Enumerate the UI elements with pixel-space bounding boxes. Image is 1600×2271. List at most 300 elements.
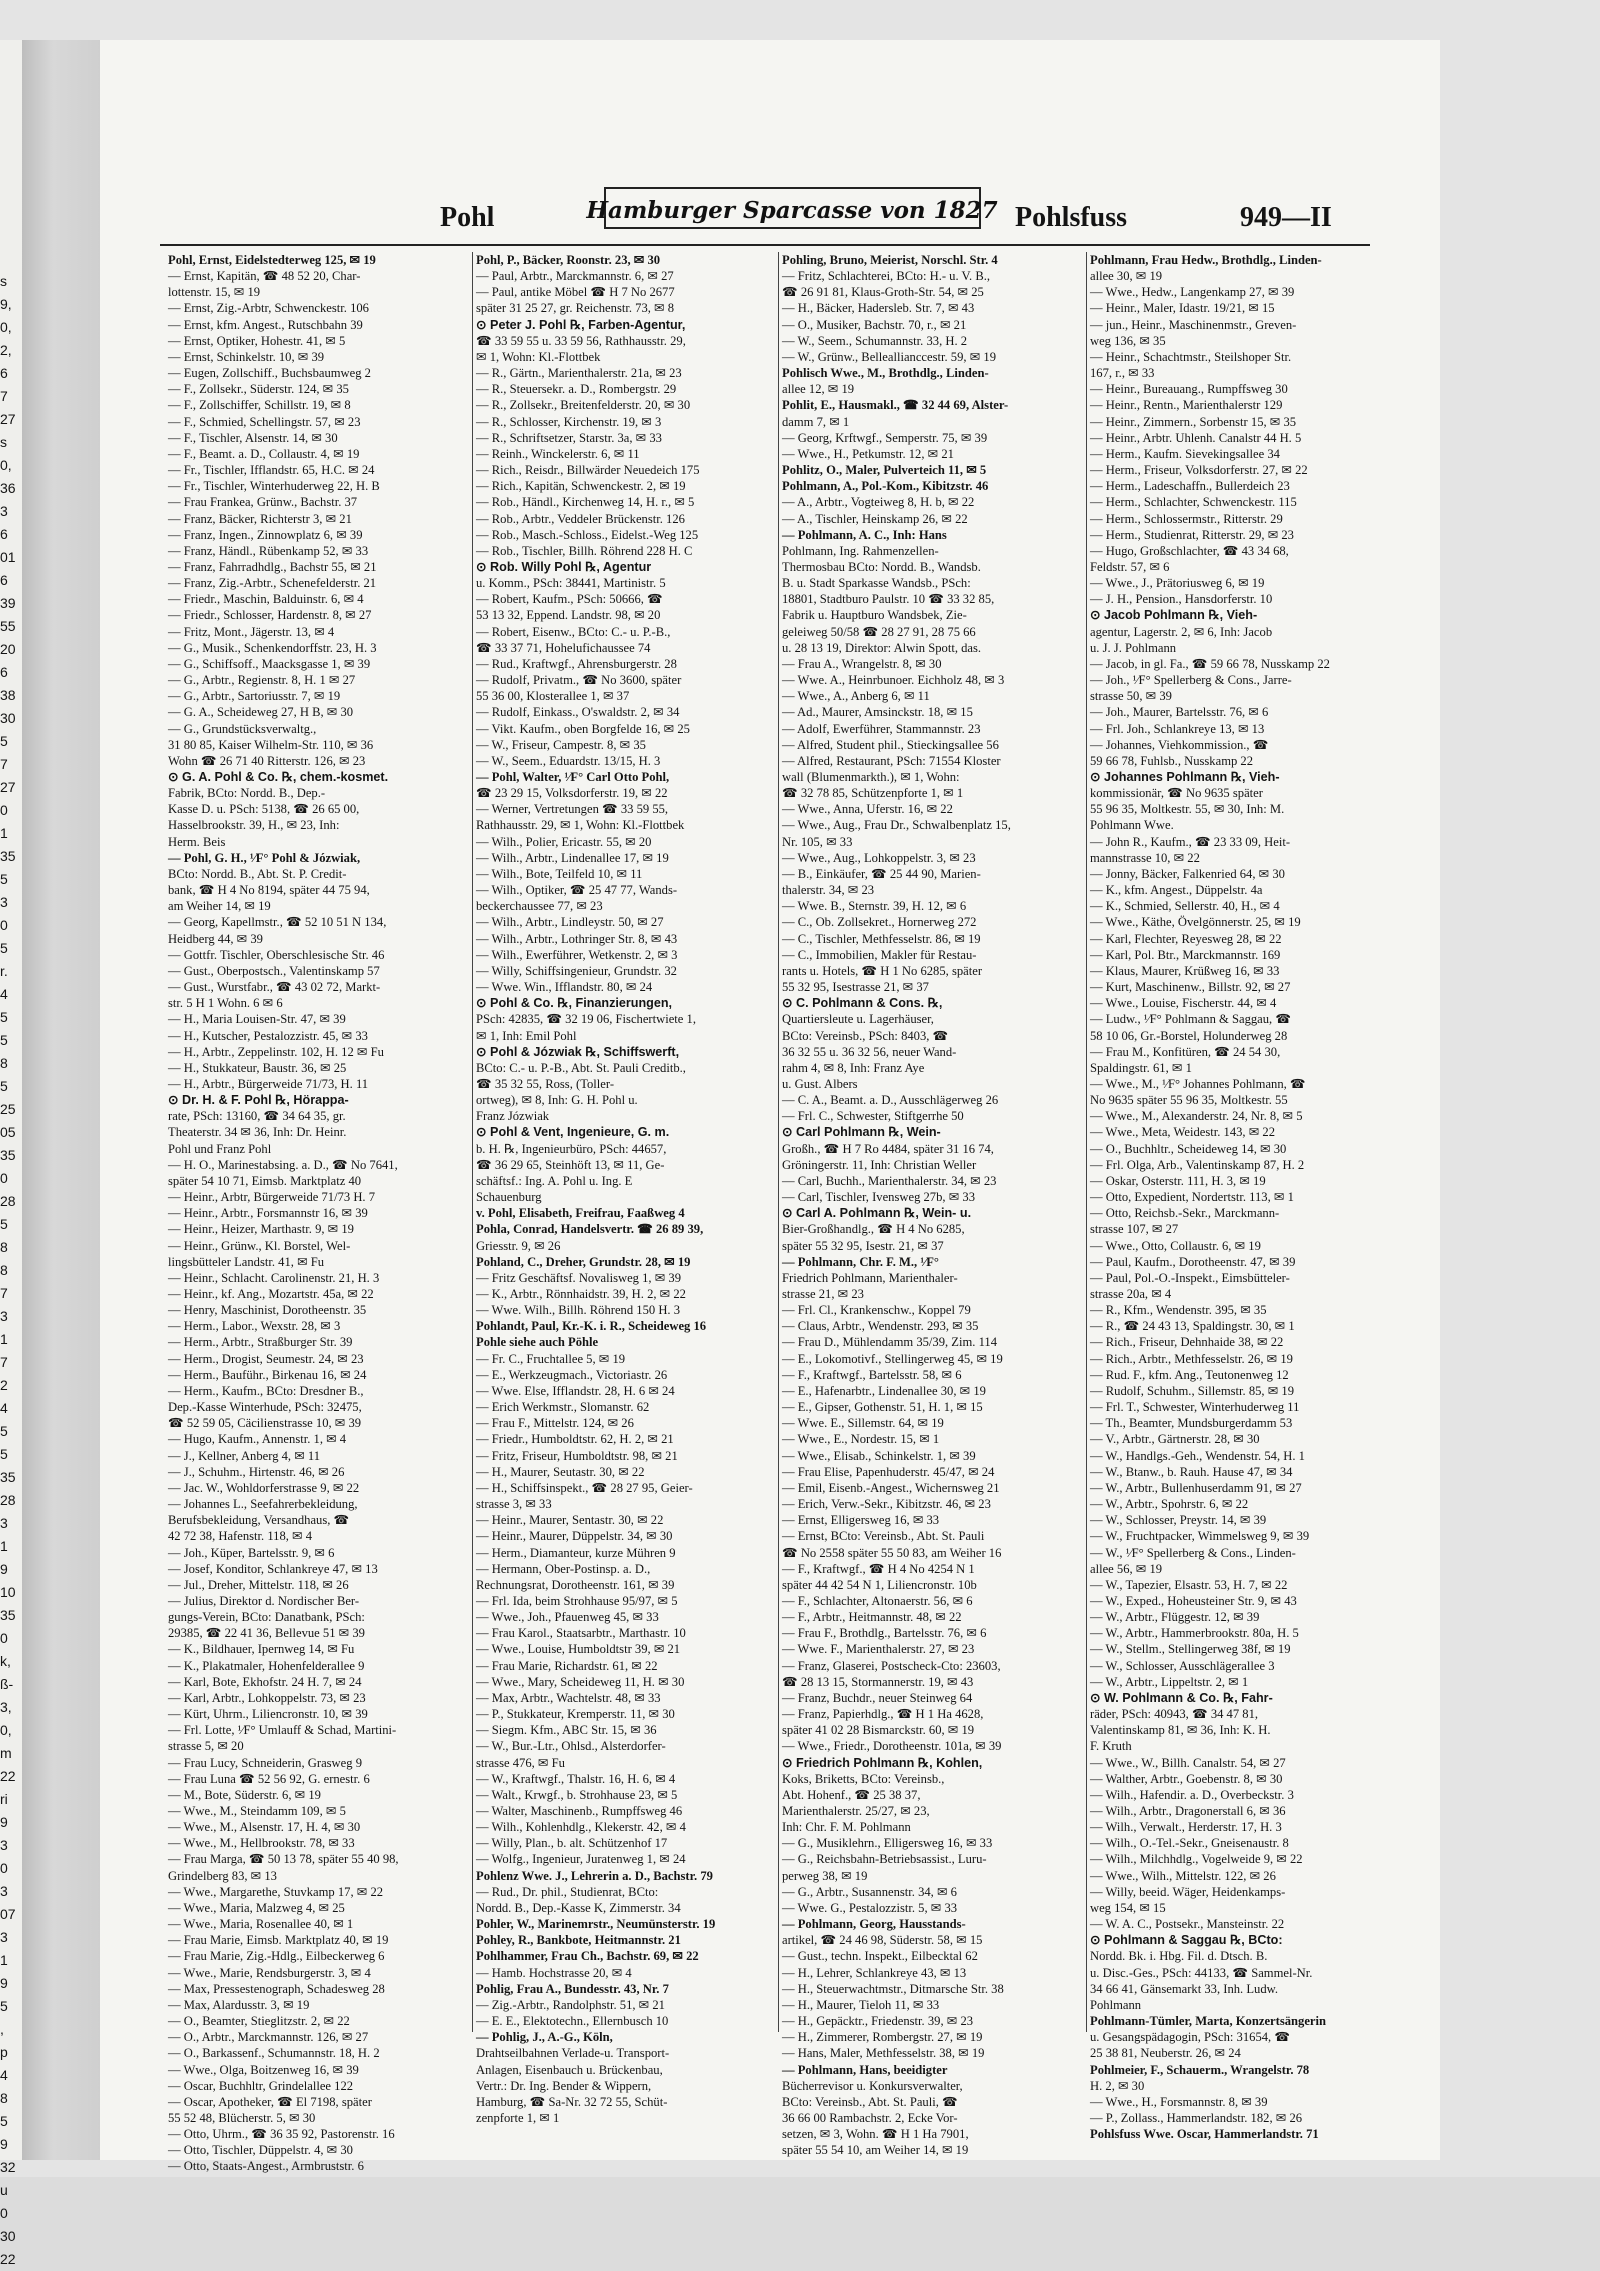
directory-entry: — Herm., Studienrat, Ritterstr. 29, ✉ 23 bbox=[1090, 527, 1294, 542]
directory-entry: geleiweg 50/58 ☎ 28 27 91, 28 75 66 bbox=[782, 624, 976, 639]
directory-entry: — B., Einkäufer, ☎ 25 44 90, Marien- bbox=[782, 866, 981, 881]
directory-entry: strasse 3, ✉ 33 bbox=[476, 1497, 552, 1512]
directory-entry: Pohlenz Wwe. J., Lehrerin a. D., Bachstr. 79 bbox=[476, 1868, 713, 1883]
margin-fragment: 3 bbox=[0, 1308, 8, 1324]
directory-entry: — H. O., Marinestabsing. a. D., ☎ No 7641, bbox=[168, 1157, 398, 1172]
directory-entry: — Franz, Glaserei, Postscheck-Cto: 23603, bbox=[782, 1658, 1001, 1673]
directory-entry: ☎ 52 59 05, Cäcilienstrasse 10, ✉ 39 bbox=[168, 1416, 362, 1431]
directory-entry: — Alfred, Restaurant, PSch: 71554 Kloster bbox=[782, 753, 1001, 768]
directory-entry: — O., Musiker, Bachstr. 70, r., ✉ 21 bbox=[782, 317, 967, 332]
directory-entry: — Ernst, Schinkelstr. 10, ✉ 39 bbox=[168, 349, 325, 364]
directory-entry: BCto: Vereinsb., PSch: 8403, ☎ bbox=[782, 1028, 949, 1043]
directory-entry: — W., Tapezier, Elsastr. 53, H. 7, ✉ 22 bbox=[1090, 1577, 1288, 1592]
directory-entry: — W., Grünw., Belleallianccestr. 59, ✉ 19 bbox=[782, 349, 996, 364]
directory-entry: allee 12, ✉ 19 bbox=[782, 382, 855, 397]
directory-entry: u. Komm., PSch: 38441, Martinistr. 5 bbox=[476, 576, 666, 591]
directory-entry: — K., kfm. Angest., Düppelstr. 4a bbox=[1090, 883, 1263, 898]
directory-entry: — K., Bildhauer, Ipernweg 14, ✉ Fu bbox=[168, 1642, 355, 1657]
directory-entry: — Pohlig, J., A.-G., Köln, bbox=[476, 2030, 613, 2045]
directory-entry: — Wolfg., Ingenieur, Juratenweg 1, ✉ 24 bbox=[476, 1852, 686, 1867]
directory-entry: — Herm., Bauführ., Birkenau 16, ✉ 24 bbox=[168, 1367, 367, 1382]
directory-entry: — Wwe., Olga, Boitzenweg 16, ✉ 39 bbox=[168, 2062, 359, 2077]
directory-entry: — W., Handlgs.-Geh., Wendenstr. 54, H. 1 bbox=[1090, 1448, 1305, 1463]
directory-entry: — Franz, Händl., Rübenkamp 52, ✉ 33 bbox=[168, 543, 369, 558]
directory-entry: — H., Arbtr., Bürgerweide 71/73, H. 11 bbox=[168, 1076, 369, 1091]
directory-entry: damm 7, ✉ 1 bbox=[782, 414, 850, 429]
directory-entry: kommissionär, ☎ No 9635 später bbox=[1090, 786, 1263, 801]
margin-fragment: 25 bbox=[0, 1101, 16, 1117]
directory-entry: Bücherrevisor u. Konkursverwalter, bbox=[782, 2078, 963, 2093]
directory-column-1 bbox=[168, 252, 468, 2174]
directory-entry: Pohling, Bruno, Meierist, Norschl. Str. 4 bbox=[782, 253, 998, 267]
directory-entry: — Wwe., J., Prätoriusweg 6, ✉ 19 bbox=[1090, 576, 1265, 591]
directory-entry: — R., Zollsekr., Breitenfelderstr. 20, ✉ 30 bbox=[476, 398, 691, 413]
directory-entry: — Wwe., Aug., Lohkoppelstr. 3, ✉ 23 bbox=[782, 850, 976, 865]
directory-entry: Grindelberg 83, ✉ 13 bbox=[168, 1868, 277, 1883]
directory-entry: — Wwe., Louise, Humboldtstr 39, ✉ 21 bbox=[476, 1642, 681, 1657]
directory-entry: — Th., Beamter, Mundsburgerdamm 53 bbox=[1090, 1416, 1293, 1431]
directory-entry: 55 36 00, Klosterallee 1, ✉ 37 bbox=[476, 689, 630, 704]
directory-entry: — W., Seem., Schumannstr. 33, H. 2 bbox=[782, 333, 968, 348]
directory-entry: — Heinr., Grünw., Kl. Borstel, Wel- bbox=[168, 1238, 351, 1253]
directory-entry: str. 5 H 1 Wohn. 6 ✉ 6 bbox=[168, 996, 283, 1011]
directory-entry: — Gust., techn. Inspekt., Eilbecktal 62 bbox=[782, 1949, 978, 1964]
directory-entry: Friedrich Pohlmann, Marienthaler- bbox=[782, 1270, 958, 1285]
directory-entry: Wohn ☎ 26 71 40 Ritterstr. 126, ✉ 23 bbox=[168, 753, 366, 768]
directory-entry: — Heinr., Arbtr, Bürgerweide 71/73 H. 7 bbox=[168, 1190, 376, 1205]
directory-entry: Pohlit, E., Hausmakl., ☎ 32 44 69, Alster- bbox=[782, 398, 1009, 413]
directory-entry: — Werner, Vertretungen ☎ 33 59 55, bbox=[476, 802, 669, 817]
directory-entry: — Frau M., Konfitüren, ☎ 24 54 30, bbox=[1090, 1044, 1281, 1059]
margin-fragment: 07 bbox=[0, 1906, 16, 1922]
directory-entry: — Heinr., Rentn., Marienthalerstr 129 bbox=[1090, 398, 1283, 413]
directory-entry: — Otto, Expedient, Nordertstr. 113, ✉ 1 bbox=[1090, 1190, 1294, 1205]
directory-entry: Pohley, R., Bankbote, Heitmannstr. 21 bbox=[476, 1933, 681, 1948]
directory-entry: Pohlmann bbox=[1090, 1997, 1142, 2012]
directory-entry: — R., Kfm., Wendenstr. 395, ✉ 35 bbox=[1090, 1303, 1267, 1318]
directory-entry: — Herm., Kaufm., BCto: Dresdner B., bbox=[168, 1383, 364, 1398]
directory-entry: allee 30, ✉ 19 bbox=[1090, 269, 1163, 284]
directory-entry: ⊙ C. Pohlmann & Cons. ℞, bbox=[782, 996, 943, 1011]
margin-fragment: 0 bbox=[0, 802, 8, 818]
margin-fragment: 5 bbox=[0, 1216, 8, 1232]
directory-entry: — Ludw., ¹⁄F° Pohlmann & Saggau, ☎ bbox=[1090, 1012, 1292, 1027]
margin-fragment: k, bbox=[0, 1653, 11, 1669]
directory-entry: ✉ 1, Wohn: Kl.-Flottbek bbox=[476, 349, 601, 364]
directory-entry: ⊙ Jacob Pohlmann ℞, Vieh- bbox=[1090, 608, 1258, 623]
directory-entry: Pohlandt, Paul, Kr.-K. i. R., Scheideweg 16 bbox=[476, 1319, 707, 1334]
directory-entry: — Wwe., H., Forsmannstr. 8, ✉ 39 bbox=[1090, 2094, 1268, 2109]
margin-fragment: 5 bbox=[0, 940, 8, 956]
margin-fragment: u bbox=[0, 2182, 8, 2198]
directory-entry: Pohl, Ernst, Eidelstedterweg 125, ✉ 19 bbox=[168, 253, 376, 267]
directory-entry: — E., Gipser, Gothenstr. 51, H. 1, ✉ 15 bbox=[782, 1400, 983, 1415]
directory-entry: — Franz, Ingen., Zinnowplatz 6, ✉ 39 bbox=[168, 527, 363, 542]
margin-fragment: 05 bbox=[0, 1124, 16, 1140]
directory-entry: Pohlmann-Tümler, Marta, Konzertsängerin bbox=[1090, 2014, 1326, 2029]
margin-fragment: 9 bbox=[0, 1814, 8, 1830]
directory-entry: — W., Exped., Hoheusteiner Str. 9, ✉ 43 bbox=[1090, 1593, 1297, 1608]
directory-entry: — Hugo, Großschlachter, ☎ 43 34 68, bbox=[1090, 543, 1289, 558]
directory-entry: später 41 02 28 Bismarckstr. 60, ✉ 19 bbox=[782, 1723, 975, 1738]
margin-fragment: 5 bbox=[0, 871, 8, 887]
directory-entry: strasse 476, ✉ Fu bbox=[476, 1755, 565, 1770]
directory-entry: Pohlsfuss Wwe. Oscar, Hammerlandstr. 71 bbox=[1090, 2127, 1319, 2142]
directory-entry: — F., Schlachter, Altonaerstr. 56, ✉ 6 bbox=[782, 1593, 973, 1608]
directory-entry: — P., Stukkateur, Kremperstr. 11, ✉ 30 bbox=[476, 1707, 675, 1722]
directory-entry: 42 72 38, Hafenstr. 118, ✉ 4 bbox=[168, 1529, 313, 1544]
directory-entry: Griesstr. 9, ✉ 26 bbox=[476, 1238, 561, 1253]
directory-entry: b. H. ℞, Ingenieurbüro, PSch: 44657, bbox=[476, 1141, 667, 1156]
margin-fragment: 0 bbox=[0, 2205, 8, 2221]
directory-entry: strasse 107, ✉ 27 bbox=[1090, 1222, 1179, 1237]
directory-entry: — Wilh., Arbtr., Lindenallee 17, ✉ 19 bbox=[476, 850, 669, 865]
directory-entry: — H., Bäcker, Hadersleb. Str. 7, ✉ 43 bbox=[782, 301, 975, 316]
directory-entry: — Wilh., O.-Tel.-Sekr., Gneisenaustr. 8 bbox=[1090, 1836, 1289, 1851]
directory-entry: — Herm., Arbtr., Straßburger Str. 39 bbox=[168, 1335, 353, 1350]
directory-entry: — Wwe., Otto, Collaustr. 6, ✉ 19 bbox=[1090, 1238, 1261, 1253]
directory-entry: — R., Gärtn., Marienthalerstr. 21a, ✉ 23 bbox=[476, 366, 682, 381]
directory-entry: — Wwe., Meta, Weidestr. 143, ✉ 22 bbox=[1090, 1125, 1276, 1140]
directory-entry: ☎ 33 37 71, Hohelufichaussee 74 bbox=[476, 640, 651, 655]
directory-entry: 34 66 41, Gänsemarkt 33, Inh. Ludw. bbox=[1090, 1981, 1279, 1996]
directory-entry: — P., Zollass., Hammerlandstr. 182, ✉ 26 bbox=[1090, 2110, 1303, 2125]
directory-entry: — Rob., Tischler, Billh. Röhrend 228 H. C bbox=[476, 543, 693, 558]
directory-entry: Quartiersleute u. Lagerhäuser, bbox=[782, 1012, 934, 1027]
margin-fragment: ß- bbox=[0, 1676, 14, 1692]
directory-entry: 29385, ☎ 22 41 36, Bellevue 51 ✉ 39 bbox=[168, 1626, 365, 1641]
directory-entry: — Wwe. A., Heinrbunoer. Eichholz 48, ✉ 3 bbox=[782, 673, 1005, 688]
directory-entry: — Kürt, Uhrm., Liliencronstr. 10, ✉ 39 bbox=[168, 1707, 368, 1722]
directory-entry: — F., Beamt. a. D., Collaustr. 4, ✉ 19 bbox=[168, 446, 360, 461]
directory-entry: — Wwe., Aug., Frau Dr., Schwalbenplatz 15, bbox=[782, 818, 1011, 833]
directory-entry: Pohle siehe auch Pöhle bbox=[476, 1335, 599, 1350]
directory-entry: — Wilh., Polier, Ericastr. 55, ✉ 20 bbox=[476, 834, 652, 849]
margin-fragment: 3 bbox=[0, 1883, 8, 1899]
margin-fragment: 3 bbox=[0, 1837, 8, 1853]
directory-entry: — Joh., Küper, Bartelsstr. 9, ✉ 6 bbox=[168, 1545, 335, 1560]
directory-entry: — Heinr., Schachtmstr., Steilshoper Str. bbox=[1090, 349, 1292, 364]
directory-entry: — R., Steuersekr. a. D., Rombergstr. 29 bbox=[476, 382, 677, 397]
directory-entry: — Rich., Friseur, Dehnhaide 38, ✉ 22 bbox=[1090, 1335, 1284, 1350]
directory-entry: — Wwe., Wilh., Mittelstr. 122, ✉ 26 bbox=[1090, 1868, 1276, 1883]
directory-entry: — Heinr., Arbtr., Forsmannstr 16, ✉ 39 bbox=[168, 1206, 368, 1221]
directory-entry: — O., Beamter, Stieglitzstr. 2, ✉ 22 bbox=[168, 2014, 350, 2029]
directory-entry: — Wwe., Elisab., Schinkelstr. 1, ✉ 39 bbox=[782, 1448, 976, 1463]
directory-entry: — Heinr., Bureauang., Rumpffsweg 30 bbox=[1090, 382, 1288, 397]
directory-entry: B. u. Stadt Sparkasse Wandsb., PSch: bbox=[782, 576, 971, 591]
directory-entry: — W., Bur.-Ltr., Ohlsd., Alsterdorfer- bbox=[476, 1739, 666, 1754]
directory-entry: — W., Stellm., Stellingerweg 38f, ✉ 19 bbox=[1090, 1642, 1291, 1657]
directory-entry: — Frl. Lotte, ¹⁄F° Umlauff & Schad, Martini- bbox=[168, 1723, 397, 1738]
directory-entry: — Ad., Maurer, Amsinckstr. 18, ✉ 15 bbox=[782, 705, 973, 720]
margin-fragment: 3, bbox=[0, 1699, 12, 1715]
directory-entry: zenpforte 1, ✉ 1 bbox=[476, 2110, 560, 2125]
directory-entry: 59 66 78, Fuhlsb., Nusskamp 22 bbox=[1090, 753, 1254, 768]
directory-entry: BCto: C.- u. P.-B., Abt. St. Pauli Creditb., bbox=[476, 1060, 686, 1075]
directory-entry: — Siegm. Kfm., ABC Str. 15, ✉ 36 bbox=[476, 1723, 657, 1738]
directory-entry: — jun., Heinr., Maschinenmstr., Greven- bbox=[1090, 317, 1297, 332]
directory-entry: — Gust., Wurstfabr., ☎ 43 02 72, Markt- bbox=[168, 980, 381, 995]
directory-entry: ⊙ Peter J. Pohl ℞, Farben-Agentur, bbox=[476, 317, 686, 332]
directory-entry: — Ernst, Optiker, Hohestr. 41, ✉ 5 bbox=[168, 333, 346, 348]
margin-fragment: 10 bbox=[0, 1584, 16, 1600]
directory-entry: lottenstr. 15, ✉ 19 bbox=[168, 285, 261, 300]
directory-entry: — C. A., Beamt. a. D., Ausschlägerweg 26 bbox=[782, 1093, 999, 1108]
directory-entry: — Josef, Konditor, Schlankreye 47, ✉ 13 bbox=[168, 1561, 378, 1576]
directory-entry: Pohlig, Frau A., Bundesstr. 43, Nr. 7 bbox=[476, 1981, 669, 1996]
directory-entry: bank, ☎ H 4 No 8194, später 44 75 94, bbox=[168, 883, 370, 898]
directory-entry: allee 56, ✉ 19 bbox=[1090, 1561, 1163, 1576]
directory-entry: — Klaus, Maurer, Krüßweg 16, ✉ 33 bbox=[1090, 963, 1280, 978]
directory-entry: H. 2, ✉ 30 bbox=[1090, 2078, 1145, 2093]
directory-entry: — Adolf, Ewerführer, Stammannstr. 23 bbox=[782, 721, 981, 736]
margin-fragment: 3 bbox=[0, 503, 8, 519]
directory-entry: — K., Plakatmaler, Hohenfelderallee 9 bbox=[168, 1658, 365, 1673]
directory-entry: — J., Kellner, Anberg 4, ✉ 11 bbox=[168, 1448, 321, 1463]
margin-fragment: 3 bbox=[0, 1929, 8, 1945]
directory-entry: — Herm., Friseur, Volksdorferstr. 27, ✉ 22 bbox=[1090, 463, 1308, 478]
directory-entry: — Pohlmann, A. C., Inh: Hans bbox=[782, 527, 947, 542]
margin-fragment: 6 bbox=[0, 365, 8, 381]
directory-entry: — Johannes L., Seefahrerbekleidung, bbox=[168, 1497, 358, 1512]
directory-entry: — Frl. C., Schwester, Stiftgerrhe 50 bbox=[782, 1109, 964, 1124]
directory-entry: — H., Maria Louisen-Str. 47, ✉ 39 bbox=[168, 1012, 346, 1027]
directory-entry: Koks, Briketts, BCto: Vereinsb., bbox=[782, 1771, 945, 1786]
margin-fragment: 9 bbox=[0, 1975, 8, 1991]
directory-entry: wall (Blumenmarkth.), ✉ 1, Wohn: bbox=[782, 770, 960, 784]
directory-entry: Thermosbau BCto: Nordd. B., Wandsb. bbox=[782, 559, 981, 574]
margin-fragment: 9, bbox=[0, 296, 12, 312]
directory-entry: Fabrik u. Hauptburo Wandsbek, Zie- bbox=[782, 608, 967, 623]
directory-entry: ⊙ Johannes Pohlmann ℞, Vieh- bbox=[1090, 770, 1280, 784]
previous-page-margin-text bbox=[0, 270, 22, 2271]
directory-entry: — Hamb. Hochstrasse 20, ✉ 4 bbox=[476, 1965, 632, 1980]
directory-entry: — W., Schlosser, Preystr. 14, ✉ 39 bbox=[1090, 1513, 1267, 1528]
directory-entry: ☎ 36 29 65, Steinhöft 13, ✉ 11, Ge- bbox=[476, 1157, 665, 1172]
directory-entry: ☎ 28 13 15, Stormannerstr. 19, ✉ 43 bbox=[782, 1674, 974, 1689]
directory-entry: rahm 4, ✉ 8, Inh: Franz Aye bbox=[782, 1060, 925, 1075]
directory-entry: — Joh., ¹⁄F° Spellerberg & Cons., Jarre- bbox=[1090, 673, 1292, 688]
directory-entry: Hasselbrookstr. 39, H., ✉ 23, Inh: bbox=[168, 818, 340, 833]
directory-entry: Pohlisch Wwe., M., Brothdlg., Linden- bbox=[782, 366, 989, 381]
margin-fragment: 7 bbox=[0, 1285, 8, 1301]
margin-fragment: 32 bbox=[0, 2159, 16, 2175]
header-last-entry-word: Pohlsfuss bbox=[1015, 202, 1128, 233]
directory-entry: — O., Barkassenf., Schumannstr. 18, H. 2 bbox=[168, 2046, 380, 2061]
directory-entry: Spaldingstr. 61, ✉ 1 bbox=[1090, 1060, 1192, 1075]
directory-entry: — H., Zimmerer, Rombergstr. 27, ✉ 19 bbox=[782, 2030, 983, 2045]
directory-entry: — Fr., Tischler, Ifflandstr. 65, H.C. ✉ 24 bbox=[168, 463, 375, 478]
directory-entry: — Herm., Drogist, Seumestr. 24, ✉ 23 bbox=[168, 1351, 364, 1366]
directory-entry: mannstrasse 10, ✉ 22 bbox=[1090, 850, 1200, 865]
directory-entry: — Rudolf, Privatm., ☎ No 3600, später bbox=[476, 673, 682, 688]
margin-fragment: 28 bbox=[0, 1193, 16, 1209]
directory-entry: später 55 54 10, am Weiher 14, ✉ 19 bbox=[782, 2143, 969, 2158]
directory-entry: — Franz, Bäcker, Richterstr 3, ✉ 21 bbox=[168, 511, 352, 526]
directory-entry: Vertr.: Dr. Ing. Bender & Wippern, bbox=[476, 2078, 652, 2093]
directory-entry: — Jac. W., Wohldorferstrasse 9, ✉ 22 bbox=[168, 1480, 360, 1495]
directory-entry: — Wilh., Hafendir. a. D., Overbeckstr. 3 bbox=[1090, 1787, 1294, 1802]
directory-entry: — Karl, Flechter, Reyesweg 28, ✉ 22 bbox=[1090, 931, 1282, 946]
directory-entry: — J. H., Pension., Hansdorferstr. 10 bbox=[1090, 592, 1273, 607]
directory-entry: — Karl, Arbtr., Lohkoppelstr. 73, ✉ 23 bbox=[168, 1690, 366, 1705]
directory-entry: — E., Lokomotivf., Stellingerweg 45, ✉ 19 bbox=[782, 1351, 1003, 1366]
directory-entry: — Frau Karol., Staatsarbtr., Marthastr. 10 bbox=[476, 1626, 686, 1641]
directory-entry: ⊙ Pohl & Co. ℞, Finanzierungen, bbox=[476, 996, 673, 1011]
directory-entry: — Rud. F., kfm. Ang., Teutonenweg 12 bbox=[1090, 1367, 1289, 1382]
directory-entry: — Paul, antike Möbel ☎ H 7 No 2677 bbox=[476, 285, 675, 300]
margin-fragment: 1 bbox=[0, 1952, 8, 1968]
directory-entry: — W., Btanw., b. Rauh. Hause 47, ✉ 34 bbox=[1090, 1464, 1293, 1479]
directory-entry: — Wwe., E., Nordestr. 15, ✉ 1 bbox=[782, 1432, 940, 1447]
directory-entry: Inh: Chr. F. M. Pohlmann bbox=[782, 1820, 911, 1835]
directory-entry: — V., Arbtr., Gärtnerstr. 28, ✉ 30 bbox=[1090, 1432, 1260, 1447]
directory-entry: — Rich., Arbtr., Methfesselstr. 26, ✉ 19 bbox=[1090, 1351, 1293, 1366]
margin-fragment: 01 bbox=[0, 549, 16, 565]
margin-fragment: m bbox=[0, 1745, 12, 1761]
directory-entry: — Zig.-Arbtr., Randolphstr. 51, ✉ 21 bbox=[476, 1997, 665, 2012]
directory-entry: — W. A. C., Postsekr., Mansteinstr. 22 bbox=[1090, 1917, 1285, 1932]
directory-entry: — Frl. T., Schwester, Winterhuderweg 11 bbox=[1090, 1400, 1300, 1415]
directory-entry: — Fritz Geschäftsf. Novalisweg 1, ✉ 39 bbox=[476, 1270, 682, 1285]
directory-entry: — Pohlmann, Hans, beeidigter bbox=[782, 2062, 948, 2077]
directory-entry: — G., Arbtr., Regienstr. 8, H. 1 ✉ 27 bbox=[168, 673, 356, 688]
directory-entry: — Georg, Kapellmstr., ☎ 52 10 51 N 134, bbox=[168, 915, 387, 930]
directory-entry: — H., Stukkateur, Baustr. 36, ✉ 25 bbox=[168, 1060, 347, 1075]
directory-entry: — Erich Werkmstr., Slomanstr. 62 bbox=[476, 1400, 650, 1415]
directory-entry: Fabrik, BCto: Nordd. B., Dep.- bbox=[168, 786, 326, 801]
directory-entry: — F., Arbtr., Heitmannstr. 48, ✉ 22 bbox=[782, 1610, 962, 1625]
directory-entry: — Herm., Kaufm. Sievekingsallee 34 bbox=[1090, 446, 1280, 461]
directory-entry: Schauenburg bbox=[476, 1190, 542, 1205]
directory-entry: — G., Musiklehrn., Elligersweg 16, ✉ 33 bbox=[782, 1836, 993, 1851]
margin-fragment: 8 bbox=[0, 1262, 8, 1278]
book-gutter bbox=[22, 40, 100, 2160]
directory-entry: 167, r., ✉ 33 bbox=[1090, 366, 1155, 381]
directory-entry: später 54 10 71, Eimsb. Marktplatz 40 bbox=[168, 1173, 362, 1188]
directory-entry: — Wwe., Margarethe, Stuvkamp 17, ✉ 22 bbox=[168, 1884, 384, 1899]
directory-entry: — Alfred, Student phil., Stieckingsallee 56 bbox=[782, 737, 999, 752]
margin-fragment: 35 bbox=[0, 848, 16, 864]
directory-entry: — Henry, Maschinist, Dorotheenstr. 35 bbox=[168, 1303, 367, 1318]
directory-entry: ⊙ Carl A. Pohlmann ℞, Wein- u. bbox=[782, 1206, 972, 1221]
directory-entry: — G., Reichsbahn-Betriebsassist., Luru- bbox=[782, 1852, 987, 1867]
directory-entry: — O., Arbtr., Marckmannstr. 126, ✉ 27 bbox=[168, 2030, 369, 2045]
directory-entry: Feldstr. 57, ✉ 6 bbox=[1090, 559, 1170, 574]
directory-entry: Drahtseilbahnen Verlade-u. Transport- bbox=[476, 2046, 670, 2061]
directory-entry: — Herm., Schlossermstr., Ritterstr. 29 bbox=[1090, 511, 1283, 526]
directory-entry: — Wilh., Ewerführer, Wetkenstr. 2, ✉ 3 bbox=[476, 947, 678, 962]
directory-entry: — Frau Marie, Zig.-Hdlg., Eilbeckerweg 6 bbox=[168, 1949, 385, 1964]
directory-entry: Abt. Hohenf., ☎ 25 38 37, bbox=[782, 1787, 921, 1802]
margin-fragment: 9 bbox=[0, 1561, 8, 1577]
directory-entry: ✉ 1, Inh: Emil Pohl bbox=[476, 1028, 577, 1043]
directory-entry: — Frau F., Brothdlg., Bartelsstr. 76, ✉ 6 bbox=[782, 1626, 987, 1641]
directory-entry: — Wilh., Bote, Teilfeld 10, ✉ 11 bbox=[476, 866, 643, 881]
directory-entry: — Rudolf, Einkass., O'swaldstr. 2, ✉ 34 bbox=[476, 705, 680, 720]
directory-entry: — Heinr., Zimmern., Sorbenstr 15, ✉ 35 bbox=[1090, 414, 1297, 429]
directory-entry: — Ernst, Elligersweg 16, ✉ 33 bbox=[782, 1513, 940, 1528]
directory-entry: F. Kruth bbox=[1090, 1739, 1132, 1754]
margin-fragment: 4 bbox=[0, 2067, 8, 2083]
directory-entry: ⊙ Rob. Willy Pohl ℞, Agentur bbox=[476, 559, 652, 574]
directory-entry: Hamburg, ☎ Sa-Nr. 32 72 55, Schüt- bbox=[476, 2094, 668, 2109]
margin-fragment: 5 bbox=[0, 733, 8, 749]
directory-entry: — R., Schlosser, Kirchenstr. 19, ✉ 3 bbox=[476, 414, 662, 429]
directory-entry: rate, PSch: 13160, ☎ 34 64 35, gr. bbox=[168, 1109, 346, 1124]
directory-entry: — Hans, Maler, Methfesselstr. 38, ✉ 19 bbox=[782, 2046, 985, 2061]
directory-entry: Rathhausstr. 29, ✉ 1, Wohn: Kl.-Flottbek bbox=[476, 818, 685, 833]
directory-entry: — Hugo, Kaufm., Annenstr. 1, ✉ 4 bbox=[168, 1432, 347, 1447]
directory-entry: — Willy, Plan., b. alt. Schützenhof 17 bbox=[476, 1836, 668, 1851]
directory-entry: — Rud., Kraftwgf., Ahrensburgerstr. 28 bbox=[476, 656, 677, 671]
directory-entry: — H., Schiffsinspekt., ☎ 28 27 95, Geier- bbox=[476, 1480, 693, 1495]
margin-fragment: 5 bbox=[0, 2113, 8, 2129]
directory-entry: — Wwe., Maria, Malzweg 4, ✉ 25 bbox=[168, 1900, 345, 1915]
directory-entry: — Ernst, Zig.-Arbtr, Schwenckestr. 106 bbox=[168, 301, 369, 316]
directory-entry: Heidberg 44, ✉ 39 bbox=[168, 931, 263, 946]
margin-fragment: 39 bbox=[0, 595, 16, 611]
directory-entry: — Walter, Maschinenb., Rumpffsweg 46 bbox=[476, 1804, 683, 1818]
margin-fragment: , bbox=[0, 2021, 4, 2037]
directory-entry: — Georg, Krftwgf., Semperstr. 75, ✉ 39 bbox=[782, 430, 988, 445]
directory-entry: — Frau D., Mühlendamm 35/39, Zim. 114 bbox=[782, 1335, 998, 1350]
directory-entry: — G., Grundstücksverwaltg., bbox=[168, 721, 317, 736]
directory-entry: — Otto, Tischler, Düppelstr. 4, ✉ 30 bbox=[168, 2143, 353, 2158]
directory-entry: Pohlmeier, F., Schauerm., Wrangelstr. 78 bbox=[1090, 2062, 1310, 2077]
margin-fragment: 38 bbox=[0, 687, 16, 703]
directory-entry: — Otto, Uhrm., ☎ 36 35 92, Pastorenstr. 16 bbox=[168, 2127, 395, 2142]
margin-fragment: 2, bbox=[0, 342, 12, 358]
margin-fragment: ri bbox=[0, 1791, 8, 1807]
directory-entry: später 31 25 27, gr. Reichenstr. 73, ✉ 8 bbox=[476, 301, 675, 316]
directory-entry: — W., Arbtr., Bullenhuserdamm 91, ✉ 27 bbox=[1090, 1480, 1302, 1495]
margin-fragment: 7 bbox=[0, 1354, 8, 1370]
directory-entry: — R., ☎ 24 43 13, Spaldingstr. 30, ✉ 1 bbox=[1090, 1319, 1295, 1334]
directory-entry: 58 10 06, Gr.-Borstel, Holunderweg 28 bbox=[1090, 1028, 1288, 1043]
directory-entry: — Heinr., Maurer, Sentastr. 30, ✉ 22 bbox=[476, 1513, 664, 1528]
directory-entry: — F., Zollsekr., Süderstr. 124, ✉ 35 bbox=[168, 382, 349, 397]
margin-fragment: 3 bbox=[0, 1515, 8, 1531]
directory-entry: — H., Arbtr., Zeppelinstr. 102, H. 12 ✉ Fu bbox=[168, 1044, 384, 1059]
directory-entry: — Wilh., Milchhdlg., Vogelweide 9, ✉ 22 bbox=[1090, 1852, 1303, 1867]
directory-entry: rants u. Hotels, ☎ H 1 No 6285, später bbox=[782, 963, 983, 978]
margin-fragment: 0, bbox=[0, 457, 12, 473]
directory-entry: — E., Hafenarbtr., Lindenallee 30, ✉ 19 bbox=[782, 1383, 986, 1398]
directory-entry: Pohl und Franz Pohl bbox=[168, 1141, 272, 1156]
directory-entry: — Frau Luna ☎ 52 56 92, G. ernestr. 6 bbox=[168, 1771, 370, 1786]
directory-entry: — Franz, Buchdr., neuer Steinweg 64 bbox=[782, 1690, 973, 1705]
directory-entry: — Wwe. G., Pestalozzistr. 5, ✉ 33 bbox=[782, 1900, 958, 1915]
directory-entry: v. Pohl, Elisabeth, Freifrau, Faaßweg 4 bbox=[476, 1206, 685, 1221]
sparcasse-logo-graphic bbox=[586, 180, 998, 236]
directory-entry: — Rud., Dr. phil., Studienrat, BCto: bbox=[476, 1884, 659, 1899]
directory-entry: — Rob., Masch.-Schloss., Eidelst.-Weg 125 bbox=[476, 527, 699, 542]
directory-entry: — Wwe., M., ¹⁄F° Johannes Pohlmann, ☎ bbox=[1090, 1076, 1306, 1091]
margin-fragment: s bbox=[0, 434, 7, 450]
directory-entry: — W., Arbtr., Spohrstr. 6, ✉ 22 bbox=[1090, 1497, 1249, 1512]
directory-entry: — Gottfr. Tischler, Oberschlesische Str. 46 bbox=[168, 947, 385, 962]
directory-entry: — Fritz, Schlachterei, BCto: H.- u. V. B., bbox=[782, 269, 991, 284]
directory-entry: ☎ No 2558 später 55 50 83, am Weiher 16 bbox=[782, 1545, 1002, 1560]
directory-entry: Gröningerstr. 11, Inh: Christian Weller bbox=[782, 1157, 977, 1172]
directory-entry: Großh., ☎ H 7 Ro 4484, später 31 16 74, bbox=[782, 1141, 994, 1156]
directory-entry: ⊙ W. Pohlmann & Co. ℞, Fahr- bbox=[1090, 1690, 1273, 1705]
directory-entry: — W., Arbtr., Flüggestr. 12, ✉ 39 bbox=[1090, 1610, 1260, 1625]
directory-entry: — Willy, beeid. Wäger, Heidenkamps- bbox=[1090, 1884, 1286, 1899]
directory-entry: — Paul, Kaufm., Dorotheenstr. 47, ✉ 39 bbox=[1090, 1254, 1296, 1269]
